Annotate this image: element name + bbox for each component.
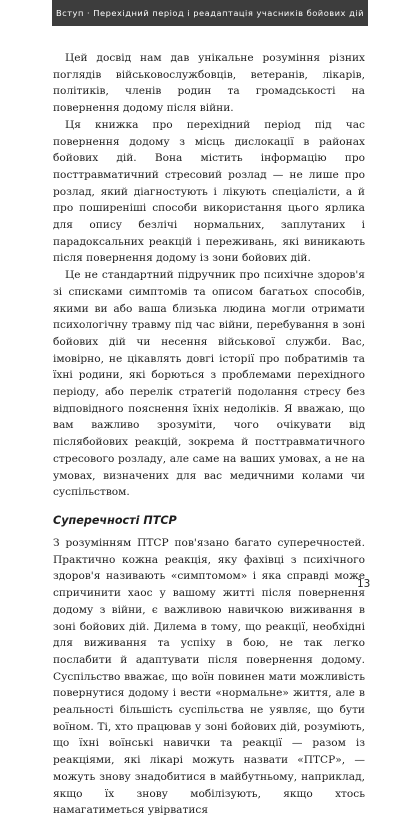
page-number: 13 bbox=[357, 578, 371, 590]
running-head: Вступ · Перехідний період і реадаптація учасників бойових дій bbox=[52, 0, 368, 26]
paragraph: Цей досвід нам дав унікальне розуміння різних поглядів військовослужбовців, ветеранів, лікарів, політиків, членів родин та громадськості на повернення додому після війни. bbox=[53, 52, 365, 115]
paragraph: Ця книжка про перехідний період під час повернення додому з місць дислокації в районах бойових дій. Вона містить інформацію про посттравматичний стресовий розлад — не лише про розлад, який діагностують і лікують спеціалісти, а й про поширеніші способи використання цього ярлика для опису безлічі нормальних, заплутаних і парадоксальних реакцій і переживань, які виникають після повернення додому із зони бойових дій. bbox=[53, 118, 365, 265]
paragraph: З розумінням ПТСР пов'язано багато суперечностей. Практично кожна реакція, яку фахівці з психічного здоров'я називають «симптомом» і яка справді може спричинити хаос у вашому житті після повернення додому з війни, є важливою навичкою виживання в зоні бойових дій. Дилема в тому, що реакції, необхідні для виживання та успіху в бою, не так легко послабити й адаптувати після повернення додому. Суспільство вважає, що воїн повинен мати можливість повернутися додому і вести «нормальне» життя, але в реальності більшість суспільства не уявляє, що бути воїном. Ті, хто працював у зоні бойових дій, розуміють, що їхні воїнські навички та реакції — разом із реакціями, які лікарі можуть назвати «ПТСР», — можуть знову знадобитися в майбутньому, наприклад, якщо їх знову мобілізують, якщо хтось намагатиметься увірватися bbox=[53, 536, 365, 817]
section-heading: Суперечності ПТСР bbox=[53, 513, 177, 527]
paragraph: Це не стандартний підручник про психічне здоров'я зі списками симптомів та описом багатьох способів, якими ви або ваша близька людина могли отримати психологічну травму під час війни, перебування в зоні бойових дій чи несення військової служби. Вас, імовірно, не цікавлять довгі історії про побратимів та їхні родини, які борються з проблемами перехідного періоду, або перелік стратегій подолання стресу без відповідного пояснення їхніх недоліків. Я вважаю, що вам важливо зрозуміти, чого очікувати від післябойових реакцій, зокрема й посттравматичного стресового розладу, але саме на ваших умовах, а не на умовах, визначених для вас медичними колами чи суспільством. bbox=[53, 269, 365, 499]
page-body bbox=[53, 50, 365, 819]
